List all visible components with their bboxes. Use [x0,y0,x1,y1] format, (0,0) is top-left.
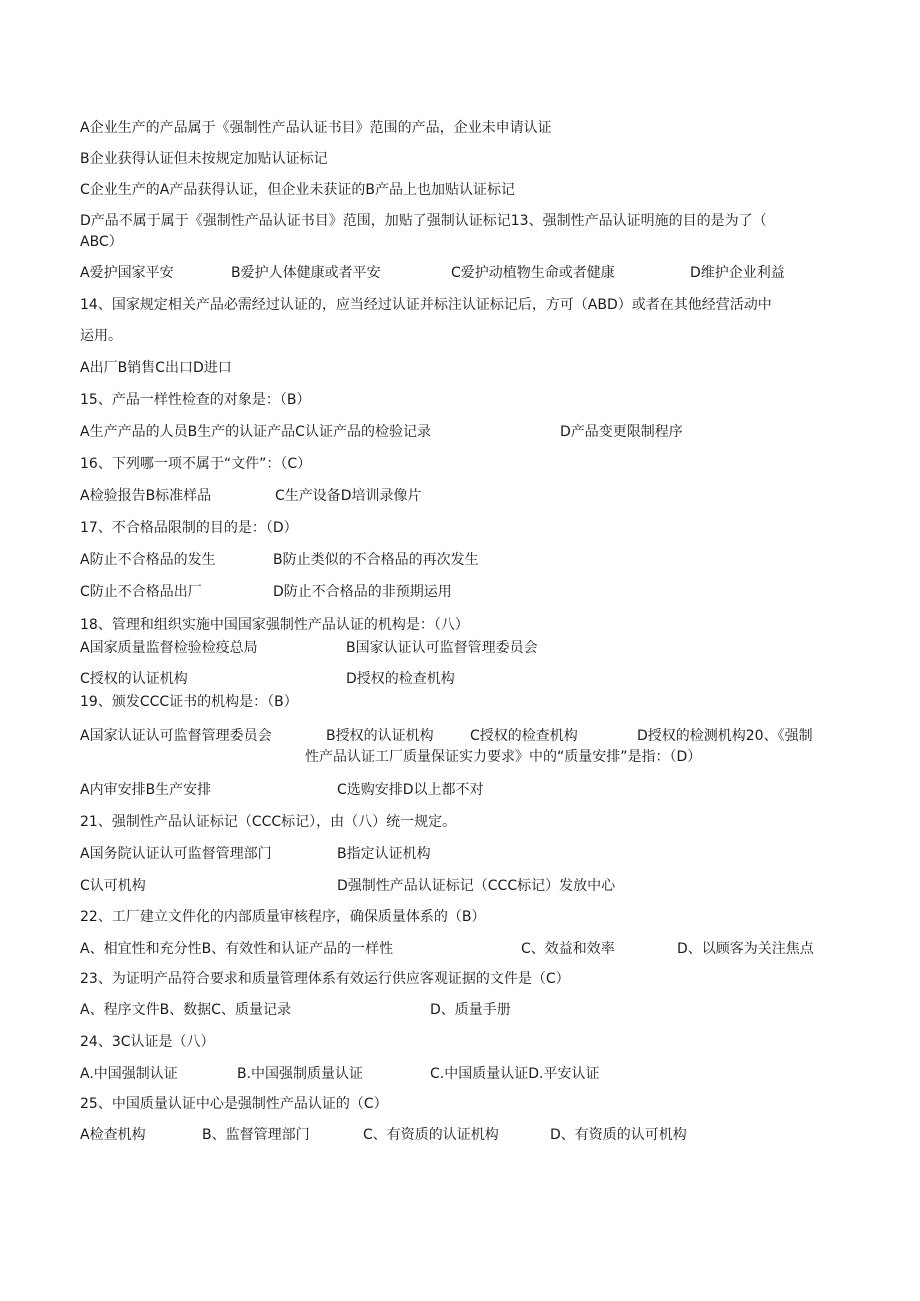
q21-option-c: C认可机构 [80,878,146,894]
q19-option-d-q20-question: D授权的检测机构20、《强制 [637,728,813,744]
q24-options-cd: C.中国质量认证D.平安认证 [430,1066,600,1082]
q16-options-cd: C生产设备D培训录像片 [275,488,422,504]
q12-option-d-q13-question: D产品不属于属于《强制性产品认证书目》范围，加贴了强制认证标记13、强制性产品认证明施的目的是为了（ [80,213,767,229]
q14-question-cont: 运用。 [80,328,122,344]
q21-option-a: A国务院认证认可监督管理部门 [80,846,272,862]
q24-question: 24、3C认证是（八） [80,1034,215,1050]
q22-question: 22、工厂建立文件化的内部质量审核程序，确保质量体系的（B） [80,909,486,925]
q25-option-c: C、有资质的认证机构 [363,1127,499,1143]
q18-option-d: D授权的检查机构 [346,671,455,687]
q19-option-a: A国家认证认可监督管理委员会 [80,728,272,744]
q13-option-c: C爱护动植物生命或者健康 [451,265,615,281]
q25-option-a: A检查机构 [80,1127,146,1143]
q22-option-c: C、效益和效率 [521,941,615,957]
q17-option-a: A防止不合格品的发生 [80,552,216,568]
q15-question: 15、产品一样性检查的对象是：（B） [80,392,311,408]
q13-option-b: B爱护人体健康或者平安 [231,265,381,281]
q12-option-a: A企业生产的产品属于《强制性产品认证书目》范围的产品，企业未申请认证 [80,120,552,136]
q14-options: A出厂B销售C出口D进口 [80,360,232,376]
q21-option-b: B指定认证机构 [337,846,431,862]
q16-options-ab: A检验报告B标准样品 [80,488,212,504]
q13-answer: ABC） [80,234,123,250]
q13-option-a: A爱护国家平安 [80,265,174,281]
q16-question: 16、下列哪一项不属于“文件”：（C） [80,456,312,472]
q25-option-b: B、监督管理部门 [202,1127,310,1143]
q13-option-d: D维护企业利益 [690,265,785,281]
q12-option-b: B企业获得认证但未按规定加贴认证标记 [80,151,328,167]
q23-question: 23、为证明产品符合要求和质量管理体系有效运行供应客观证据的文件是（C） [80,971,570,987]
q19-option-b: B授权的认证机构 [326,728,434,744]
q15-options-abc: A生产产品的人员B生产的认证产品C认证产品的检验记录 [80,424,431,440]
q17-option-b: B防止类似的不合格品的再次发生 [273,552,479,568]
q17-option-d: D防止不合格品的非预期运用 [273,584,452,600]
q14-question: 14、国家规定相关产品必需经过认证的，应当经过认证并标注认证标记后，方可（ABD）或者在其他经营活动中 [80,297,772,313]
q21-option-d: D强制性产品认证标记（CCC标记）发放中心 [337,878,616,894]
q20-options-ab: A内审安排B生产安排 [80,782,212,798]
q17-option-c: C防止不合格品出厂 [80,584,202,600]
q19-question: 19、颁发CCC证书的机构是：（B） [80,694,298,710]
q18-option-c: C授权的认证机构 [80,671,188,687]
q24-option-a: A.中国强制认证 [80,1066,178,1082]
q24-option-b: B.中国强制质量认证 [237,1066,364,1082]
q23-options-abc: A、程序文件B、数据C、质量记录 [80,1002,291,1018]
q18-question: 18、管理和组织实施中国国家强制性产品认证的机构是：（八） [80,617,469,633]
q22-option-d: D、以顾客为关注焦点 [677,941,814,957]
q12-option-c: C企业生产的A产品获得认证，但企业未获证的B产品上也加贴认证标记 [80,182,515,198]
q20-question-cont: 性产品认证工厂质量保证实力要求》中的“质量安排”是指：（D） [305,749,702,765]
q18-option-a: A国家质量监督检验检疫总局 [80,640,258,656]
q23-option-d: D、质量手册 [430,1002,511,1018]
q17-question: 17、不合格品限制的目的是：（D） [80,520,298,536]
q22-options-ab: A、相宜性和充分性B、有效性和认证产品的一样性 [80,941,394,957]
q15-option-d: D产品变更限制程序 [560,424,683,440]
q25-option-d: D、有资质的认可机构 [550,1127,687,1143]
q21-question: 21、强制性产品认证标记（CCC标记），由（八）统一规定。 [80,814,457,830]
q25-question: 25、中国质量认证中心是强制性产品认证的（C） [80,1096,388,1112]
q18-option-b: B国家认证认可监督管理委员会 [346,640,538,656]
q19-option-c: C授权的检查机构 [470,728,578,744]
q20-options-cd: C选购安排D以上都不对 [337,782,484,798]
